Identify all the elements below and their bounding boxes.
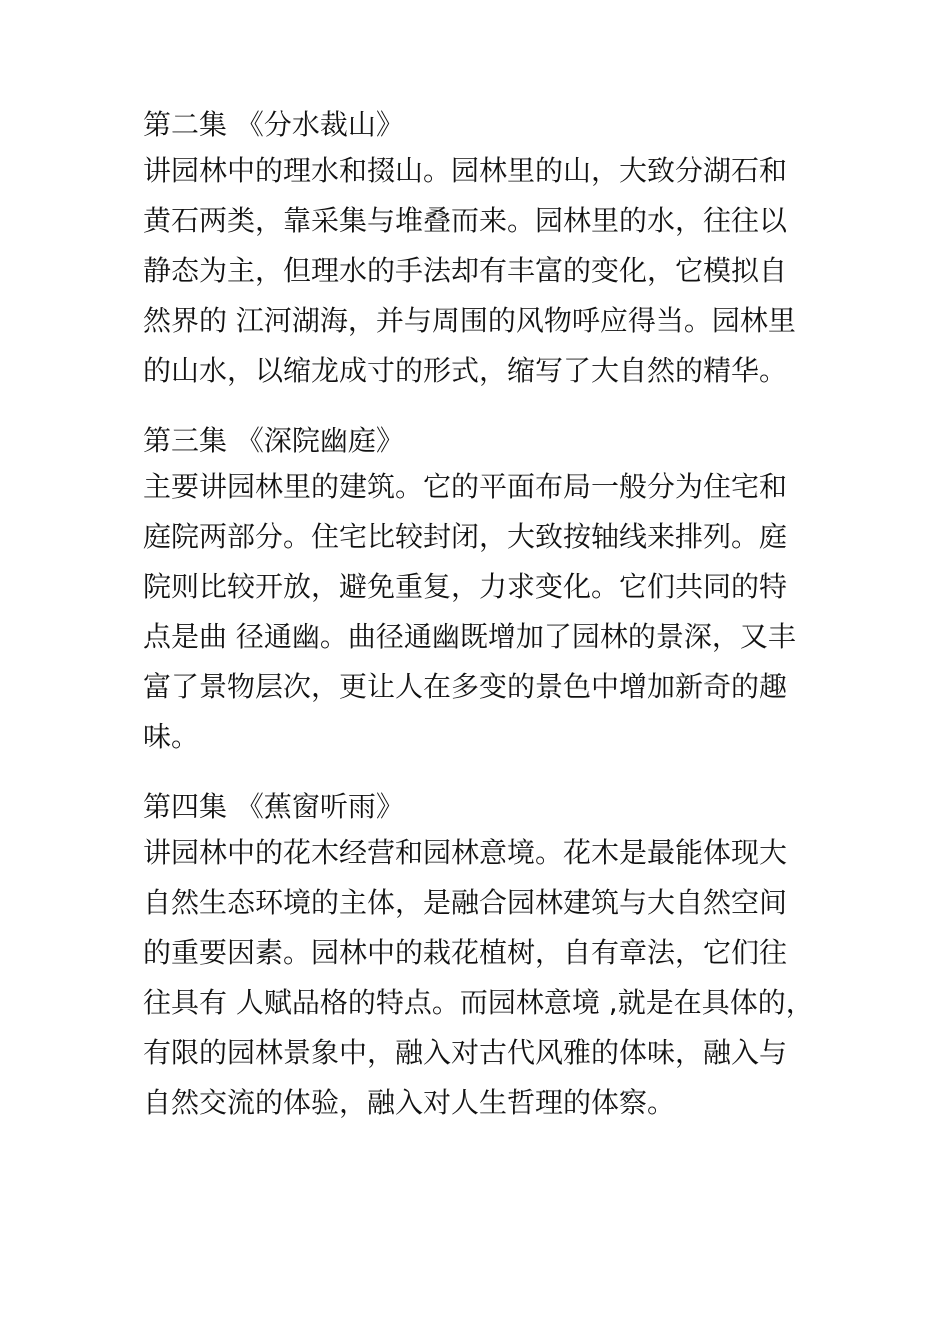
section-episode-3	[143, 420, 823, 762]
paragraph-line: 讲园林中的理水和掇山。园林里的山，大致分湖石和	[143, 154, 788, 187]
paragraph-line: 点是曲 径通幽。曲径通幽既增加了园林的景深，又丰	[143, 620, 796, 653]
paragraph-line: 自然交流的体验，融入对人生哲理的体察。	[143, 1086, 676, 1119]
paragraph-line: 的山水，以缩龙成寸的形式，缩写了大自然的精华。	[143, 354, 788, 387]
paragraph-line: 主要讲园林里的建筑。它的平面布局一般分为住宅和	[143, 470, 788, 503]
paragraph-line: 讲园林中的花木经营和园林意境。花木是最能体现大	[143, 836, 788, 869]
paragraph-line: 静态为主，但理水的手法却有丰富的变化，它模拟自	[143, 254, 788, 287]
paragraph-line: 富了景物层次，更让人在多变的景色中增加新奇的趣	[143, 670, 788, 703]
paragraph-line: 然界的 江河湖海，并与周围的风物呼应得当。园林里	[143, 304, 796, 337]
section-heading: 第四集 《蕉窗听雨》	[143, 790, 404, 823]
section-heading: 第二集 《分水裁山》	[143, 108, 404, 141]
paragraph-line: 自然生态环境的主体，是融合园林建筑与大自然空间	[143, 886, 788, 919]
paragraph-line: 有限的园林景象中，融入对古代风雅的体味，融入与	[143, 1036, 788, 1069]
paragraph-line: 往具有 人赋品格的特点。而园林意境 ,就是在具体的，	[143, 986, 814, 1019]
paragraph-line: 院则比较开放，避免重复，力求变化。它们共同的特	[143, 570, 788, 603]
paragraph-line: 味。	[143, 720, 200, 753]
paragraph-line: 黄石两类，靠采集与堆叠而来。园林里的水，往往以	[143, 204, 788, 237]
paragraph-line: 庭院两部分。住宅比较封闭，大致按轴线来排列。庭	[143, 520, 788, 553]
section-episode-4	[143, 786, 823, 1128]
document-body	[143, 104, 823, 1152]
paragraph-line: 的重要因素。园林中的栽花植树，自有章法，它们往	[143, 936, 788, 969]
section-heading: 第三集 《深院幽庭》	[143, 424, 404, 457]
section-episode-2	[143, 104, 823, 396]
